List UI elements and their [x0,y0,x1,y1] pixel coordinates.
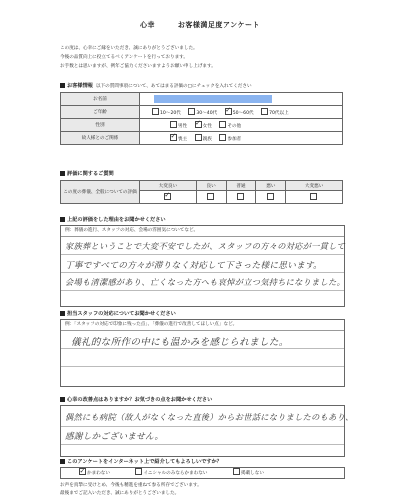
age-option[interactable]: 70代以上 [261,111,289,116]
eval-checkbox-3[interactable] [267,193,274,200]
reason-line: 家族葬ということで大変不安でしたが、スタッフの方々の対応が一貫して [65,241,346,251]
improve-line: 感謝しかございません。 [65,432,164,442]
name-label: お名前 [61,93,140,106]
reason-line: 丁寧ですべての方々が滞りなく対応して下さった様に思います。 [65,261,323,271]
staff-example: 例：「スタッフの対応で印象に残った点」、「葬儀の進行で改善してほしい点」など。 [61,320,344,331]
publish-checkbox-1[interactable] [135,468,142,475]
eval-col: 悪い [256,181,286,191]
reason-line: 会場も清潔感があり、亡くなった方へも哀悼が立つ気持ちになりました。 [65,277,346,287]
square-bullet-icon [60,459,65,464]
customer-table [60,92,343,145]
closing-line: お声を真摯に受けとめ、今後も精進を重ねて参る所存でございます。 [60,483,202,488]
evaluation-question: この度の葬儀、全般についての評価 [61,181,140,204]
name-redacted [154,95,272,103]
intro-line: 今後の品質向上に役立てるべくアンケートを行っております。 [60,55,188,60]
square-bullet-icon [60,311,65,316]
eval-col: 大変悪い [286,181,343,191]
brand-name: 心幸 [139,21,155,29]
gender-options [140,119,343,132]
age-checkbox-2[interactable] [225,108,232,115]
gender-checkbox-2[interactable] [219,121,226,128]
evaluation-heading: 評価に関するご質問 [60,170,114,177]
name-cell [140,93,343,106]
gender-checkbox-1[interactable] [195,121,202,128]
customer-heading: お客様情報 以下の質問事項について、あてはまる評価の□にチェックを入れてください [60,82,252,89]
relation-checkbox-2[interactable] [219,134,226,141]
eval-checkbox-0[interactable] [164,193,171,200]
publish-options [60,467,345,479]
publish-option[interactable]: ✓かまわない [79,471,110,476]
gender-checkbox-0[interactable] [170,121,177,128]
eval-cell[interactable] [286,191,343,204]
customer-subheading: 以下の質問事項について、あてはまる評価の□にチェックを入れてください [95,84,252,89]
age-checkbox-3[interactable] [261,108,268,115]
relation-checkbox-1[interactable] [195,134,202,141]
closing-line: 最後までご記入いただき、誠にありがとうございました。 [60,491,180,496]
reason-example: 例：葬儀の進行、スタッフの対応、会場の雰囲気についてなど。 [61,226,344,237]
publish-checkbox-0[interactable] [79,468,86,475]
eval-col: 普通 [226,181,256,191]
staff-line: 儀礼的な所作の中にも温かみを感じられました。 [71,337,289,348]
age-option[interactable]: ✓ 50〜60代 [225,111,254,116]
square-bullet-icon [60,83,65,88]
improve-line: 偶然にも病院（故人がなくなった直後）からお世話になりましたのもあり、 [65,412,354,422]
eval-cell[interactable] [196,191,226,204]
relation-options [140,132,343,145]
relation-option[interactable]: 参加者 [219,137,241,142]
square-bullet-icon [60,217,65,222]
intro-line: この度は、心幸にご縁をいただき、誠にありがとうございました。 [60,46,198,51]
eval-col: 良い [196,181,226,191]
relation-option[interactable]: 親族 [195,137,212,142]
eval-checkbox-2[interactable] [237,193,244,200]
reason-box[interactable] [60,225,345,307]
gender-option[interactable]: ✓ 女性 [195,124,212,129]
title-text: お客様満足度アンケート [177,21,261,29]
publish-option[interactable]: イニシャルのみならかまわない [135,471,207,476]
page-title [0,20,400,30]
age-option[interactable]: 10〜20代 [152,111,181,116]
eval-checkbox-4[interactable] [310,193,317,200]
publish-checkbox-2[interactable] [233,468,240,475]
age-options [140,106,343,119]
publish-option[interactable]: 掲載しない [233,471,264,476]
evaluation-table [60,180,343,204]
staff-box[interactable] [60,319,345,387]
gender-option[interactable]: 男性 [170,124,187,129]
gender-label: 性別 [61,119,140,132]
intro-text [60,44,216,71]
publish-heading: このアンケートをインターネット上で紹介してもよろしいですか？ [60,458,222,465]
eval-cell[interactable] [140,191,197,204]
age-checkbox-1[interactable] [188,108,195,115]
reason-heading: 上記の評価をした理由をお聞かせください [60,216,166,223]
gender-option[interactable]: その他 [219,124,241,129]
age-checkbox-0[interactable] [152,108,159,115]
improve-box[interactable] [60,405,354,457]
age-label: ご年齢 [61,106,140,119]
relation-label: 故人様とのご関係 [61,132,140,145]
relation-option[interactable]: ✓ 喪主 [170,137,187,142]
intro-line: お手数とは思いますが、例年ご協力くださいますようお願い申し上げます。 [60,64,216,69]
improve-heading: 心幸の改善点はありますか？お気づきの点をお聞かせください [60,396,212,403]
relation-checkbox-0[interactable] [170,134,177,141]
square-bullet-icon [60,397,65,402]
eval-col: 大変良い [140,181,197,191]
staff-heading: 担当スタッフの対応についてお聞かせください [60,310,176,317]
eval-cell[interactable] [226,191,256,204]
eval-cell[interactable] [256,191,286,204]
age-option[interactable]: 30〜40代 [188,111,217,116]
square-bullet-icon [60,171,65,176]
eval-checkbox-1[interactable] [207,193,214,200]
